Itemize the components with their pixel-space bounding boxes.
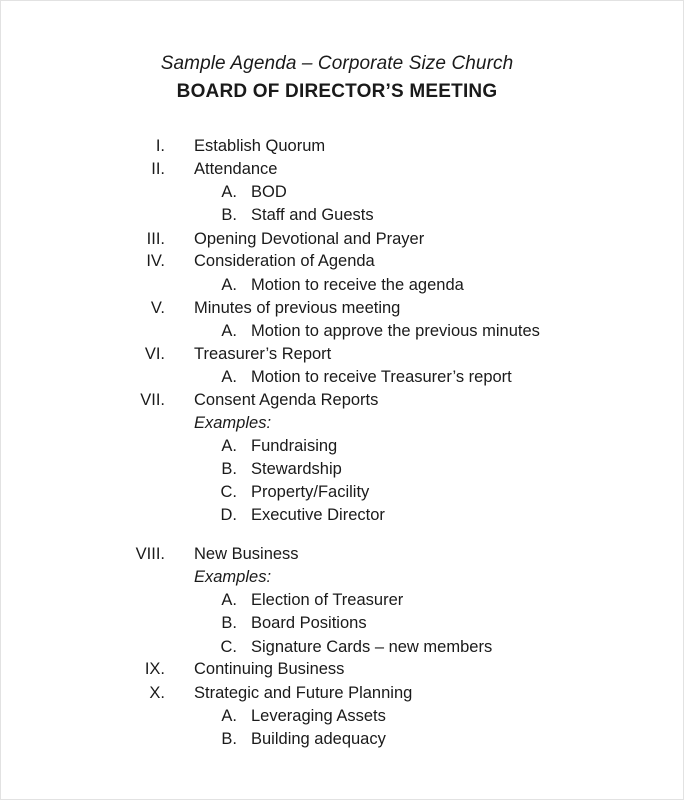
subitem-text: Building adequacy (251, 730, 386, 748)
item-text: Continuing Business (194, 660, 345, 678)
subitem-letter: B. (221, 730, 237, 748)
subitem-letter: A. (221, 322, 237, 340)
subitem-text: BOD (251, 183, 287, 201)
item-text: Opening Devotional and Prayer (194, 230, 425, 248)
examples-text: Examples: (194, 414, 272, 432)
subitem-letter: A. (221, 368, 237, 386)
item-number: VI. (144, 345, 165, 363)
subitem-text: Motion to receive Treasurer’s report (251, 368, 512, 386)
item-text: Establish Quorum (194, 137, 326, 155)
item-text: Consideration of Agenda (194, 252, 375, 270)
subitem-text: Stewardship (251, 460, 342, 478)
item-text: Strategic and Future Planning (194, 684, 413, 702)
subitem-text: Signature Cards – new members (251, 638, 493, 656)
item-number: II. (151, 160, 165, 178)
subitem-letter: A. (221, 276, 237, 294)
subitem-letter: A. (221, 707, 237, 725)
subitem-letter: B. (221, 206, 237, 224)
item-number: VII. (140, 391, 165, 409)
item-number: VIII. (135, 545, 165, 563)
item-number: IV. (146, 252, 165, 270)
subitem-letter: C. (220, 483, 237, 501)
subitem-text: Election of Treasurer (251, 591, 404, 609)
document-title: BOARD OF DIRECTOR’S MEETING (176, 81, 498, 102)
subitem-letter: A. (221, 183, 237, 201)
item-text: Consent Agenda Reports (194, 391, 379, 409)
subitem-text: Motion to receive the agenda (251, 276, 464, 294)
subitem-letter: B. (221, 614, 237, 632)
subitem-letter: A. (221, 437, 237, 455)
subitem-letter: B. (221, 460, 237, 478)
item-number: V. (150, 299, 165, 317)
item-number: I. (155, 137, 165, 155)
subitem-letter: A. (221, 591, 237, 609)
subitem-text: Leveraging Assets (251, 707, 386, 725)
item-number: IX. (144, 660, 165, 678)
subitem-text: Property/Facility (251, 483, 370, 501)
subitem-text: Staff and Guests (251, 206, 374, 224)
subitem-letter: D. (220, 506, 237, 524)
subitem-text: Fundraising (251, 437, 338, 455)
subitem-text: Executive Director (251, 506, 385, 524)
subitem-letter: C. (220, 638, 237, 656)
item-text: New Business (194, 545, 299, 563)
item-text: Treasurer’s Report (194, 345, 332, 363)
subitem-text: Board Positions (251, 614, 367, 632)
item-text: Attendance (194, 160, 278, 178)
subitem-text: Motion to approve the previous minutes (251, 322, 540, 340)
item-number: X. (149, 684, 165, 702)
item-text: Minutes of previous meeting (194, 299, 401, 317)
document-subtitle: Sample Agenda – Corporate Size Church (160, 53, 514, 74)
examples-text: Examples: (194, 568, 272, 586)
item-number: III. (146, 230, 165, 248)
